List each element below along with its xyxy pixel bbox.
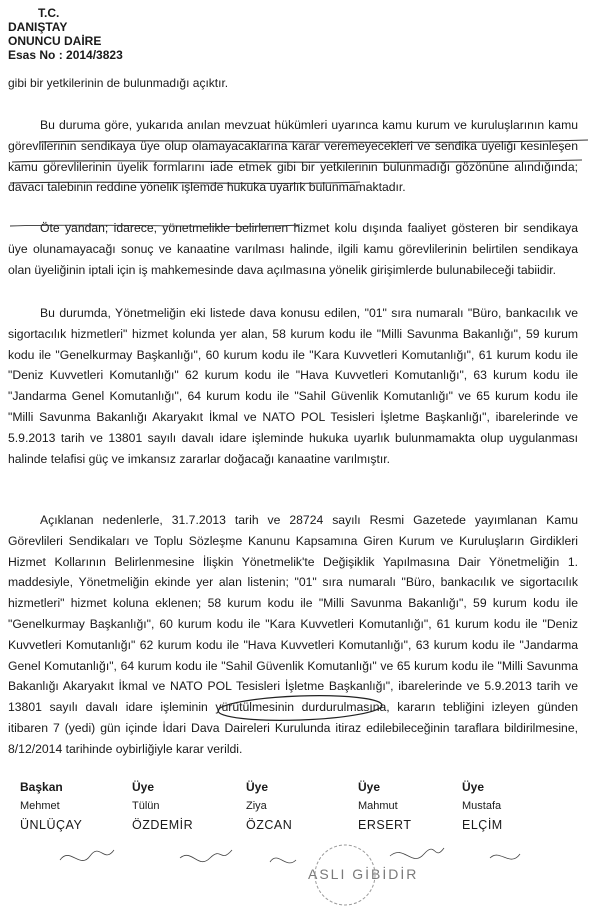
member-role: Üye [358,780,381,794]
signature-scribble [390,848,444,859]
member-last-name: ÖZDEMİR [132,818,194,832]
member-role: Başkan [20,780,63,794]
member-role: Üye [246,780,269,794]
member-last-name: ÖZCAN [246,818,293,832]
intro-line: gibi bir yetkilerinin de bulunmadığı açıktır. [8,76,229,90]
signature-scribble [490,854,520,859]
header-court: DANIŞTAY [8,20,68,34]
member-role: Üye [462,780,485,794]
member-first-name: Mustafa [462,800,502,812]
member-first-name: Mahmut [358,800,398,812]
member-last-name: ÜNLÜÇAY [20,818,83,832]
paragraph-2: Öte yandan; idarece, yönetmelikle belirlenen hizmet kolu dışında faaliyet gösteren bir sendikaya üye olunamayacağı sonuç ve kanaatine varılması halinde, ilgili kamu görevlilerinin belirtilen sendikaya olan üyeliğinin iptali için iş mahkemesinde dava açılmasına yönelik girişimlerde bulunabileceği tabiidir. [8,221,578,277]
member-last-name: ERSERT [358,818,412,832]
header-case-number: Esas No : 2014/3823 [8,48,123,62]
member-first-name: Tülün [132,800,160,812]
document-header [8,6,123,62]
signature-scribble [270,858,296,863]
signature-scribble [60,850,114,861]
member-first-name: Mehmet [20,800,60,812]
member-last-name: ELÇİM [462,818,503,832]
member-role: Üye [132,780,155,794]
paragraph-1: Bu duruma göre, yukarıda anılan mevzuat hükümleri uyarınca kamu kurum ve kuruluşlarının kamu görevlilerinin sendikaya üye olup olamayacaklarına karar veremeyecekleri ve sendika üyeliği kesinleşen kamu görevlilerinin üyelik formlarını iade etmek gibi bir yetkilerinin bulunmadığı gözönüne alındığında; davacı talebinin reddine yönelik işlemde hukuka uyarlık bulunmamaktadır. [8,118,578,195]
header-chamber: ONUNCU DAİRE [8,34,102,48]
certified-copy-stamp: ASLI GİBİDİR [308,866,419,882]
paragraph-3: Bu durumda, Yönetmeliğin eki listede dava konusu edilen, "01" sıra numaralı "Büro, bankacılık ve sigortacılık hizmetleri" hizmet kolunda yer alan, 58 kurum kodu ile "Milli Savunma Bakanlığı", 59 kurum kodu ile "Genelkurmay Başkanlığı", 60 kurum kodu ile "Kara Kuvvetleri Komutanlığı", 61 kurum kodu ile "Deniz Kuvvetleri Komutanlığı" 62 kurum kodu ile "Hava Kuvvetleri Komutanlığı", 63 kurum kodu ile "Jandarma Genel Komutanlığı", 64 kurum kodu ile "Sahil Güvenlik Komutanlığı" ve 65 kurum kodu ile "Milli Savunma Bakanlığı Akaryakıt İkmal ve NATO POL Tesisleri İşletme Başkanlığı", ibarelerinde ve 5.9.2013 tarih ve 13801 sayılı davalı idare işleminde hukuka uyarlık bulunmamakta olup uygulanması halinde telafisi güç ve imkansız zararlar doğacağı kanaatine varılmıştır. [8,306,578,466]
signature-block [20,778,560,835]
signature-scribble [180,850,232,862]
member-first-name: Ziya [246,800,267,812]
paragraph-4: Açıklanan nedenlerle, 31.7.2013 tarih ve 28724 sayılı Resmi Gazetede yayımlanan Kamu Görevlileri Sendikaları ve Toplu Sözleşme Kanunu Kapsamına Giren Kurum ve Kuruluşların Girdikleri Hizmet Kollarının Belirlenmesine İlişkin Yönetmelik'te Değişiklik Yapılmasına Dair Yönetmeliğin 1. maddesiyle, Yönetmeliğin ekinde yer alan listenin; "01" sıra numaralı "Büro, bankacılık ve sigortacılık hizmetleri" hizmet koluna eklenen; 58 kurum kodu ile "Milli Savunma Bakanlığı", 59 kurum kodu ile "Genelkurmay Başkanlığı", 60 kurum kodu ile "Kara Kuvvetleri Komutanlığı", 61 kurum kodu ile "Deniz Kuvvetleri Komutanlığı" 62 kurum kodu ile "Hava Kuvvetleri Komutanlığı", 63 kurum kodu ile "Jandarma Genel Komutanlığı", 64 kurum kodu ile "Sahil Güvenlik Komutanlığı" ve 65 kurum kodu ile "Milli Savunma Bakanlığı Akaryakıt İkmal ve NATO POL Tesisleri İşletme Başkanlığı", ibarelerinde ve 5.9.2013 tarih ve 13801 sayılı davalı idare işleminin yürütülmesinin durdurulmasına, kararın tebliğini izleyen günden itibaren 7 (yedi) gün içinde İdari Dava Daireleri Kurulunda itiraz edilebileceğinin taraflara bildirilmesine, 8/12/2014 tarihinde oybirliğiyle karar verildi. [8,513,578,756]
header-tc: T.C. [38,6,60,20]
